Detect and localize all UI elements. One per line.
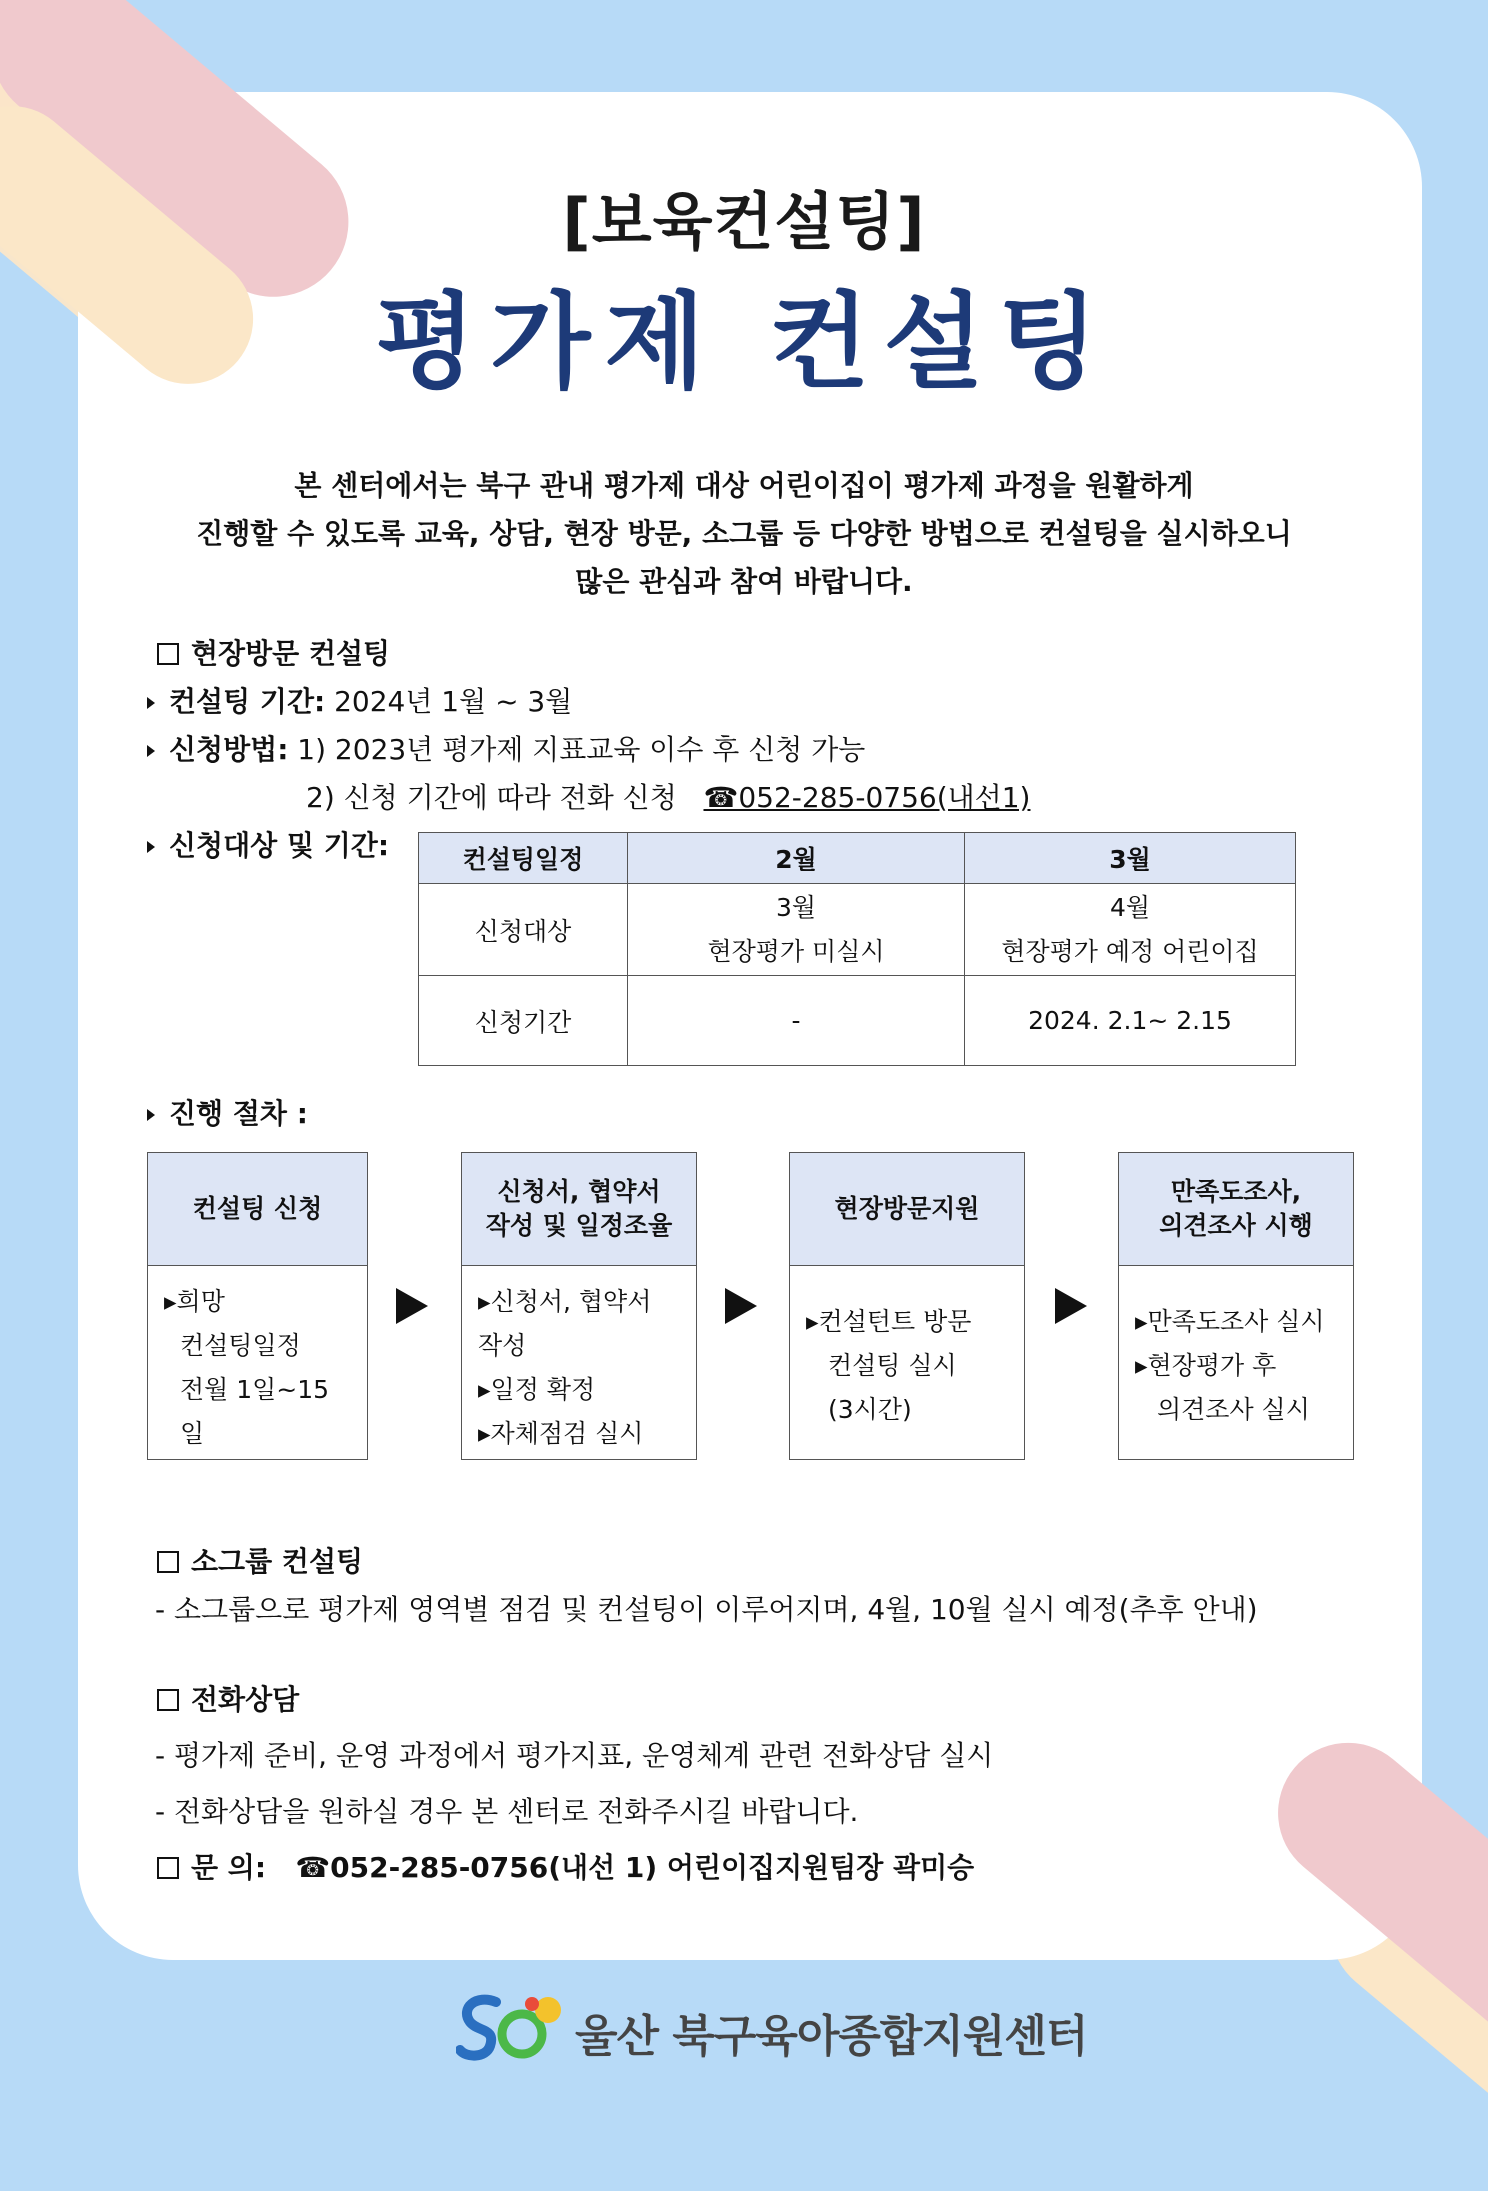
intro-line-3: 많은 관심과 참여 바랍니다. — [575, 565, 913, 598]
visit-method: 신청방법: 1) 2023년 평가제 지표교육 이수 후 신청 가능 — [147, 728, 865, 768]
table-row-label: 신청대상 — [419, 884, 628, 976]
step-body: ▸컨설턴트 방문 컨설팅 실시 (3시간) — [806, 1307, 972, 1424]
inquiry: 문 의: ☎052-285-0756(내선 1) 어린이집지원팀장 곽미승 — [157, 1846, 974, 1886]
bullet-triangle-icon — [147, 745, 155, 757]
visit-target-label: 신청대상 및 기간: — [147, 824, 389, 864]
group-line: - 소그룹으로 평가제 영역별 점검 및 컨설팅이 이루어지며, 4월, 10월 실시 예정(추후 안내) — [155, 1593, 1258, 1626]
bullet-triangle-icon — [147, 697, 155, 709]
process-step-1 — [147, 1152, 368, 1460]
intro-line-2: 진행할 수 있도록 교육, 상담, 현장 방문, 소그룹 등 다양한 방법으로 컨설팅을 실시하오니 — [196, 517, 1292, 550]
step-body: ▸만족도조사 실시 ▸현장평가 후 의견조사 실시 — [1135, 1307, 1325, 1424]
visit-method-2: 2) 신청 기간에 따라 전화 신청 ☎052-285-0756(내선1) — [306, 781, 1031, 814]
inquiry-contact[interactable]: ☎052-285-0756(내선 1) 어린이집지원팀장 곽미승 — [295, 1851, 975, 1884]
bullet-triangle-icon — [147, 841, 155, 853]
page-subtitle: [보육컨설팅] — [562, 185, 926, 258]
table-cell: 2024. 2.1~ 2.15 — [965, 976, 1296, 1066]
arrow-right-icon — [1055, 1288, 1087, 1324]
process-step-3 — [789, 1152, 1025, 1460]
schedule-table — [418, 832, 1296, 1066]
intro-line-1: 본 센터에서는 북구 관내 평가제 대상 어린이집이 평가제 과정을 원활하게 — [294, 469, 1194, 502]
arrow-right-icon — [725, 1288, 757, 1324]
table-row — [419, 976, 1296, 1066]
section-group-heading: 소그룹 컨설팅 — [157, 1540, 363, 1580]
bullet-triangle-icon — [147, 1109, 155, 1121]
checkbox-square-icon — [157, 1857, 179, 1879]
step-body: ▸신청서, 협약서 작성 ▸일정 확정 ▸자체점검 실시 — [478, 1287, 652, 1448]
arrow-right-icon — [396, 1288, 428, 1324]
checkbox-square-icon — [157, 1689, 179, 1711]
section-visit-heading: 현장방문 컨설팅 — [157, 632, 390, 672]
visit-period: 컨설팅 기간: 2024년 1월 ~ 3월 — [147, 680, 572, 720]
center-logo-icon — [456, 1988, 568, 2068]
process-step-2 — [461, 1152, 697, 1460]
table-header-cell: 컨설팅일정 — [419, 833, 628, 884]
phone-line-1: - 평가제 준비, 운영 과정에서 평가지표, 운영체계 관련 전화상담 실시 — [155, 1739, 994, 1772]
process-step-4 — [1118, 1152, 1354, 1460]
section-phone-heading: 전화상담 — [157, 1678, 299, 1718]
checkbox-square-icon — [157, 1551, 179, 1573]
footer-org-name: 울산 북구육아종합지원센터 — [575, 2011, 1088, 2062]
table-header-row — [419, 833, 1296, 884]
table-cell: 4월 현장평가 예정 어린이집 — [965, 884, 1296, 976]
checkbox-square-icon — [157, 643, 179, 665]
table-header-cell: 2월 — [628, 833, 965, 884]
phone-number-link[interactable]: ☎052-285-0756(내선1) — [703, 781, 1031, 814]
table-cell: - — [628, 976, 965, 1066]
table-header-cell: 3월 — [965, 833, 1296, 884]
step-title: 현장방문지원 — [790, 1153, 1024, 1266]
table-row — [419, 884, 1296, 976]
page-title: 평가제 컨설팅 — [375, 281, 1113, 403]
step-title: 만족도조사, 의견조사 시행 — [1119, 1153, 1353, 1266]
step-title: 신청서, 협약서 작성 및 일정조율 — [462, 1153, 696, 1266]
intro-text — [0, 462, 1488, 606]
phone-line-2: - 전화상담을 원하실 경우 본 센터로 전화주시길 바랍니다. — [155, 1795, 859, 1828]
process-label: 진행 절차 : — [147, 1092, 308, 1132]
step-title: 컨설팅 신청 — [148, 1153, 367, 1266]
step-body: ▸희망 컨설팅일정 전월 1일~15일 — [164, 1287, 330, 1448]
table-cell: 3월 현장평가 미실시 — [628, 884, 965, 976]
table-row-label: 신청기간 — [419, 976, 628, 1066]
